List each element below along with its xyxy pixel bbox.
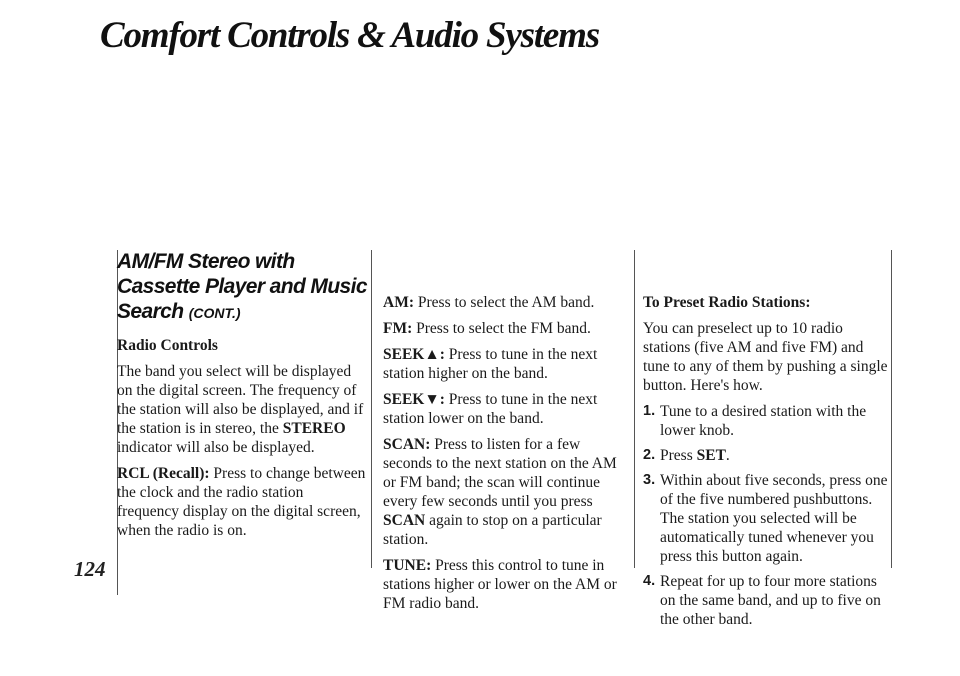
step-text: Tune to a desired station with the lower knob. — [660, 403, 867, 439]
para-text: Press to select the AM band. — [417, 294, 595, 311]
step-number: 3. — [643, 472, 656, 488]
seek-up-paragraph — [383, 345, 629, 383]
para-text: indicator will also be displayed. — [117, 439, 315, 456]
column-divider — [371, 250, 372, 568]
para-text: Press this control to tune in stations higher or lower on the AM or FM radio band. — [383, 557, 617, 612]
fm-paragraph — [383, 319, 629, 338]
step-number: 1. — [643, 403, 656, 419]
recall-paragraph — [117, 464, 367, 540]
para-text: Press to change between the clock and the radio station frequency display on the digital screen, when the radio is on. — [117, 465, 366, 539]
step-text: Within about five seconds, press one of the five numbered pushbuttons. The station you selected will be automatically tuned whenever you press this button again. — [660, 472, 888, 565]
preset-heading: To Preset Radio Stations: — [643, 294, 811, 311]
step-number: 2. — [643, 447, 656, 463]
seek-down-paragraph — [383, 390, 629, 428]
scan-inline-term: SCAN — [383, 512, 426, 529]
seek-up-term: SEEK▲: — [383, 346, 445, 363]
band-display-paragraph — [117, 362, 367, 457]
page-number: 124 — [74, 557, 106, 581]
page-title: Comfort Controls & Audio Systems — [100, 15, 599, 56]
para-text: again to stop on a particular station. — [383, 512, 602, 548]
fm-term: FM: — [383, 320, 413, 337]
list-item — [643, 471, 891, 566]
column-preset-stations — [643, 293, 891, 635]
continued-label: (CONT.) — [188, 305, 241, 321]
am-term: AM: — [383, 294, 414, 311]
tune-paragraph — [383, 556, 629, 613]
preset-intro: You can preselect up to 10 radio stations (five AM and five FM) and tune to any of them by pushing a single button. Here's how. — [643, 320, 888, 394]
scan-paragraph — [383, 435, 629, 549]
step-text: Repeat for up to four more stations on the same band, and up to five on the other band. — [660, 573, 881, 628]
column-divider — [891, 250, 892, 568]
column-divider — [634, 250, 635, 568]
para-text: Press to tune in the next station higher on the band. — [383, 346, 598, 382]
para-text: Press to select the FM band. — [416, 320, 591, 337]
para-text: Press to listen for a few seconds to the next station on the AM or FM band; the scan will continue every few seconds until you press — [383, 436, 617, 510]
para-text: The band you select will be displayed on the digital screen. The frequency of the station will also be displayed, and if the station is in stereo, the — [117, 363, 364, 437]
column-button-descriptions — [383, 293, 629, 620]
para-text: Press to tune in the next station lower on the band. — [383, 391, 598, 427]
seek-down-term: SEEK▼: — [383, 391, 445, 408]
step-number: 4. — [643, 573, 656, 589]
recall-term: RCL (Recall): — [117, 465, 210, 482]
step-text: . — [725, 447, 730, 464]
list-item — [643, 446, 891, 465]
am-paragraph — [383, 293, 629, 312]
scan-term: SCAN: — [383, 436, 431, 453]
radio-controls-subheading: Radio Controls — [117, 337, 218, 354]
column-radio-controls — [117, 249, 367, 547]
tune-term: TUNE: — [383, 557, 432, 574]
set-term: SET — [696, 447, 726, 464]
section-heading — [117, 249, 367, 326]
step-text: Press — [660, 447, 693, 464]
stereo-term: STEREO — [282, 420, 346, 437]
section-heading-text: AM/FM Stereo with Cassette Player and Music Search — [117, 250, 367, 323]
list-item — [643, 402, 891, 440]
list-item — [643, 572, 891, 629]
preset-steps-list — [643, 402, 891, 629]
